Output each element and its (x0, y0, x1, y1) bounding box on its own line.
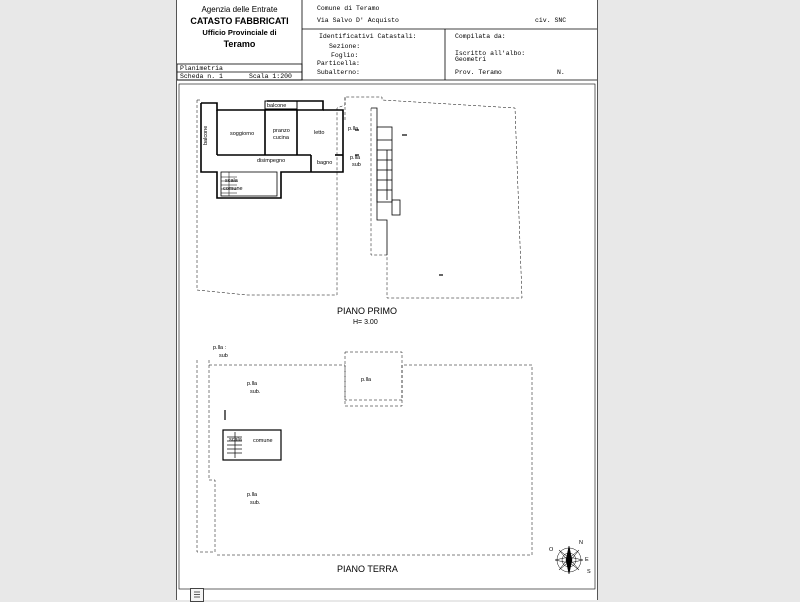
sub-bottom-label: sub. (250, 500, 261, 506)
plla-colon-label: p.lla : (213, 345, 227, 351)
piano-primo-title: PIANO PRIMO (337, 306, 398, 316)
compilata-label: Compilata da: (455, 33, 506, 40)
civic-field: civ. SNC (535, 17, 567, 24)
comune-field: Comune di Teramo (317, 5, 380, 12)
foglio-label: Foglio: (331, 52, 359, 59)
plla-label-2: p.lla (350, 155, 361, 161)
provincia-label: Prov. Teramo (455, 69, 502, 76)
sub-left-label: sub. (250, 389, 261, 395)
numero-label: N. (557, 69, 565, 76)
scala-label: Scala 1:200 (249, 73, 292, 80)
disimpegno-label: disimpegno (257, 158, 286, 164)
particella-label: Particella: (317, 60, 360, 67)
bagno-label: bagno (317, 160, 333, 166)
plla-left-label: p.lla (247, 381, 258, 387)
office-city: Teramo (223, 39, 256, 49)
letto-label: letto (314, 130, 325, 136)
sezione-label: Sezione: (329, 43, 361, 50)
floor-plans (177, 0, 597, 600)
pranzo-label: pranzo (273, 128, 290, 134)
plla-bottom-label: p.lla (247, 492, 258, 498)
catasto-title: CATASTO FABBRICATI (190, 16, 289, 26)
piano-terra-title: PIANO TERRA (337, 564, 398, 574)
scala-label-0: scala (229, 437, 242, 443)
compass-south: S (587, 569, 591, 575)
comune-label-1: comune (223, 186, 243, 192)
sub-label-1: sub (352, 162, 361, 168)
balcone-side-label: balcone (203, 125, 209, 145)
floor-height: H= 3.00 (353, 319, 378, 326)
balcone-top-label: balcone (267, 103, 287, 109)
piano-primo-plan (197, 97, 522, 298)
identificativi-title: Identificativi Catastali: (319, 33, 417, 40)
compass-west: O (549, 547, 554, 553)
sub-label-top: sub (219, 353, 228, 359)
subalterno-label: Subalterno: (317, 69, 360, 76)
iscritto-label: Iscritto all'albo: (455, 50, 526, 57)
comune-label-0: comune (253, 438, 273, 444)
plla-center-label: p.lla (361, 377, 372, 383)
plla-label-1: p.lla (348, 126, 359, 132)
compass-rose (555, 546, 583, 574)
soggiorno-label: soggiorno (230, 131, 255, 137)
scala-label-1: scala (225, 178, 238, 184)
agency-name: Agenzia delle Entrate (201, 5, 278, 14)
cadastral-sheet (176, 0, 598, 600)
office-name: Ufficio Provinciale di (202, 28, 277, 37)
compass-north: N (579, 540, 583, 546)
cucina-label: cucina (273, 135, 289, 141)
compass-east: E (585, 557, 589, 563)
albo-value: Geometri (455, 56, 487, 63)
planimetria-label: Planimetria (180, 65, 223, 72)
address-field: Via Salvo D' Acquisto (317, 17, 399, 24)
scheda-label: Scheda n. 1 (180, 73, 223, 80)
